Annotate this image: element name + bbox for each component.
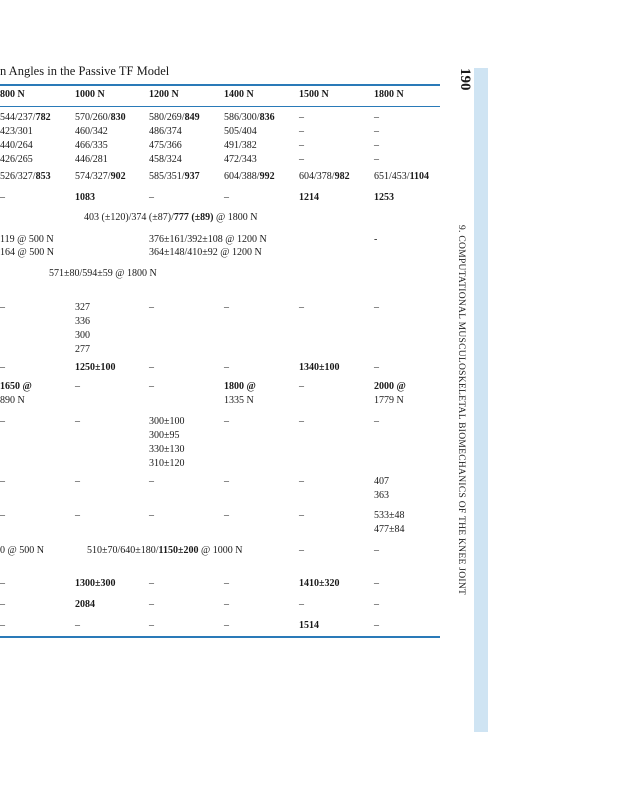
table-cell: – (0, 416, 5, 427)
table-cell: 466/335 (75, 140, 108, 151)
table-cell: – (299, 302, 304, 313)
table-cell: - (374, 234, 378, 245)
table-cell: – (0, 362, 5, 373)
table-cell: – (224, 362, 229, 373)
table-cell: 1779 N (374, 395, 404, 406)
table-cell: 0 @ 500 N (0, 545, 44, 556)
table-cell: 574/327/902 (75, 171, 126, 182)
table-cell: 458/324 (149, 154, 182, 165)
table-cell: 423/301 (0, 126, 33, 137)
table-cell: 446/281 (75, 154, 108, 165)
table-cell: – (374, 599, 379, 610)
table-cell: 475/366 (149, 140, 182, 151)
table-cell: – (299, 476, 304, 487)
table-cell: – (374, 154, 379, 165)
table-cell: – (0, 578, 5, 589)
table-cell: 1253 (374, 192, 394, 203)
table-cell: – (75, 620, 80, 631)
table-cell: 544/237/782 (0, 112, 51, 123)
table-cell: 119 @ 500 N (0, 234, 54, 245)
table-cell: – (149, 302, 154, 313)
table-cell: – (0, 510, 5, 521)
table-cell: 570/260/830 (75, 112, 126, 123)
table-cell: 1800 @ (224, 381, 256, 392)
table-cell: – (224, 476, 229, 487)
table-cell: – (75, 381, 80, 392)
table-cell: 505/404 (224, 126, 257, 137)
table-bottom-rule (0, 636, 440, 638)
table-cell: 336 (75, 316, 90, 327)
table-cell: – (224, 510, 229, 521)
table-cell: 1340±100 (299, 362, 340, 373)
table-cell: 1083 (75, 192, 95, 203)
table-cell: 491/382 (224, 140, 257, 151)
table-cell: 1300±300 (75, 578, 116, 589)
table-cell: 604/388/992 (224, 171, 275, 182)
table-cell: 2084 (75, 599, 95, 610)
table-cell: 1650 @ (0, 381, 32, 392)
table-cell: – (224, 192, 229, 203)
table-cell: – (75, 416, 80, 427)
table-cell: – (75, 476, 80, 487)
page-number: 190 (457, 68, 473, 91)
table-cell: – (374, 126, 379, 137)
table-cell: – (299, 510, 304, 521)
table-cell: 440/264 (0, 140, 33, 151)
table-cell: – (0, 192, 5, 203)
table-cell: 300±100 (149, 416, 185, 427)
table-cell: – (299, 381, 304, 392)
table-cell: – (149, 510, 154, 521)
table-cell: – (299, 154, 304, 165)
table-cell: – (75, 510, 80, 521)
table-cell: – (374, 140, 379, 151)
table-cell: 164 @ 500 N (0, 247, 54, 258)
table-cell: – (299, 140, 304, 151)
table-cell: 472/343 (224, 154, 257, 165)
table-cell: – (0, 599, 5, 610)
table-cell: 1514 (299, 620, 319, 631)
table-cell: – (224, 302, 229, 313)
table-cell: – (299, 545, 304, 556)
table-cell: – (299, 126, 304, 137)
table-cell: 1335 N (224, 395, 254, 406)
table-cell: 604/378/982 (299, 171, 350, 182)
table-cell: 526/327/853 (0, 171, 51, 182)
table-cell: 1214 (299, 192, 319, 203)
table-cell: – (0, 620, 5, 631)
table-cell: – (374, 620, 379, 631)
column-header: 1000 N (75, 89, 105, 100)
table-cell: – (149, 620, 154, 631)
running-head: 9. COMPUTATIONAL MUSCULOSKELETAL BIOMECHANICS OF THE KNEE JOINT (456, 225, 466, 596)
table-top-rule (0, 84, 440, 86)
table-cell: – (224, 599, 229, 610)
table-cell: – (0, 476, 5, 487)
table-cell: – (224, 416, 229, 427)
table-cell: 477±84 (374, 524, 405, 535)
table-cell: 890 N (0, 395, 25, 406)
table-cell: 327 (75, 302, 90, 313)
table-cell: 585/351/937 (149, 171, 200, 182)
table-cell: – (224, 620, 229, 631)
table-cell: 580/269/849 (149, 112, 200, 123)
column-header: 800 N (0, 89, 25, 100)
table-cell: 2000 @ (374, 381, 406, 392)
table-cell: – (149, 192, 154, 203)
table-cell-span: 510±70/640±180/1150±200 @ 1000 N (87, 545, 243, 556)
table-cell: 460/342 (75, 126, 108, 137)
column-header: 1800 N (374, 89, 404, 100)
table-cell: 310±120 (149, 458, 185, 469)
table-cell: 363 (374, 490, 389, 501)
table-cell: 364±148/410±92 @ 1200 N (149, 247, 262, 258)
table-cell: 533±48 (374, 510, 405, 521)
table-cell: 300 (75, 330, 90, 341)
table-cell: – (0, 302, 5, 313)
table-cell-span: 571±80/594±59 @ 1800 N (49, 268, 157, 279)
table-cell: 277 (75, 344, 90, 355)
table-cell: 426/265 (0, 154, 33, 165)
column-header: 1200 N (149, 89, 179, 100)
table-cell: – (224, 578, 229, 589)
table-cell: – (374, 545, 379, 556)
table-cell: – (149, 578, 154, 589)
table-cell: – (299, 416, 304, 427)
column-header: 1500 N (299, 89, 329, 100)
table-cell: – (149, 476, 154, 487)
table-cell: 1410±320 (299, 578, 340, 589)
table-cell: 376±161/392±108 @ 1200 N (149, 234, 267, 245)
column-header: 1400 N (224, 89, 254, 100)
table-cell: – (374, 362, 379, 373)
table-cell: – (374, 112, 379, 123)
table-cell-span: 403 (±120)/374 (±87)/777 (±89) @ 1800 N (84, 212, 258, 223)
table-cell: – (299, 599, 304, 610)
table-cell: – (374, 302, 379, 313)
table-cell: – (149, 381, 154, 392)
table-cell: 651/453/1104 (374, 171, 430, 182)
table-cell: 486/374 (149, 126, 182, 137)
table-cell: – (299, 112, 304, 123)
table-cell: – (374, 416, 379, 427)
table-cell: 407 (374, 476, 389, 487)
table-caption: n Angles in the Passive TF Model (0, 64, 170, 78)
table-cell: 586/300/836 (224, 112, 275, 123)
table-cell: 330±130 (149, 444, 185, 455)
table-cell: – (149, 599, 154, 610)
table-cell: – (149, 362, 154, 373)
chapter-sidebar-band (474, 68, 488, 732)
table-cell: – (374, 578, 379, 589)
table-cell: 1250±100 (75, 362, 116, 373)
table-header-rule (0, 106, 440, 107)
table-cell: 300±95 (149, 430, 180, 441)
